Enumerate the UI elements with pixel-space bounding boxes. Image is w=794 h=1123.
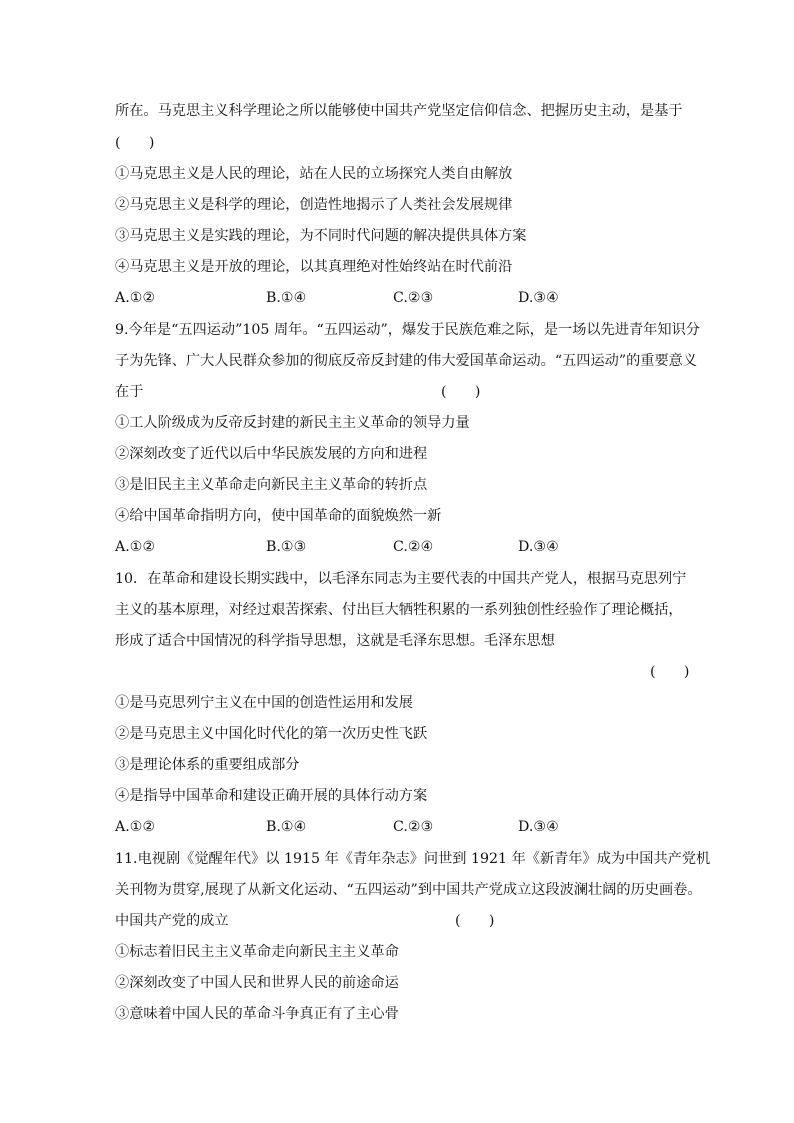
q8-stem-line: 所在。马克思主义科学理论之所以能够使中国共产党坚定信仰信念、把握历史主动，是基于 <box>115 103 683 119</box>
q9-item-2: ②深刻改变了近代以后中华民族发展的方向和进程 <box>115 446 428 462</box>
q9-item-1: ①工人阶级成为反帝反封建的新民主主义革命的领导力量 <box>115 415 470 431</box>
q10-option-b: B.①④ <box>266 819 307 835</box>
q8-item-4: ④马克思主义是开放的理论，以其真理绝对性始终站在时代前沿 <box>115 259 513 275</box>
q9-item-4: ④给中国革命指明方向，使中国革命的面貌焕然一新 <box>115 508 442 524</box>
q8-item-3: ③马克思主义是实践的理论，为不同时代问题的解决提供具体方案 <box>115 228 527 244</box>
q9-option-d: D.③④ <box>518 539 559 555</box>
q10-answer-paren: ( ) <box>650 664 690 680</box>
q9-stem-line-2: 子为先锋、广大人民群众参加的彻底反帝反封建的伟大爱国革命运动。“五四运动”的重要意义 <box>115 353 698 369</box>
q10-option-a: A.①② <box>115 819 156 835</box>
q8-answer-paren: ( ) <box>115 135 155 151</box>
q8-item-2: ②马克思主义是科学的理论，创造性地揭示了人类社会发展规律 <box>115 197 513 213</box>
q9-option-c: C.②④ <box>393 539 434 555</box>
q11-answer-paren: ( ) <box>455 913 495 929</box>
q10-stem-line-2: 主义的基本原理，对经过艰苦探索、付出巨大牺牲积累的一系列独创性经验作了理论概括， <box>115 602 683 618</box>
q8-option-b: B.①④ <box>266 290 307 306</box>
q10-item-2: ②是马克思主义中国化时代化的第一次历史性飞跃 <box>115 726 428 742</box>
q10-option-c: C.②③ <box>393 819 434 835</box>
q8-option-d: D.③④ <box>518 290 559 306</box>
q8-option-c: C.②③ <box>393 290 434 306</box>
q8-item-1: ①马克思主义是人民的理论，站在人民的立场探究人类自由解放 <box>115 166 513 182</box>
q10-item-1: ①是马克思列宁主义在中国的创造性运用和发展 <box>115 695 413 711</box>
q11-item-2: ②深刻改变了中国人民和世界人民的前途命运 <box>115 975 399 991</box>
q9-stem-line-3: 在于 <box>115 384 144 400</box>
q11-item-1: ①标志着旧民主主义革命走向新民主主义革命 <box>115 944 399 960</box>
q9-stem-line-1: 9.今年是“五四运动”105 周年。“五四运动”，爆发于民族危难之际，是一场以先进青年知识分 <box>115 322 700 338</box>
q11-stem-line-2: 关刊物为贯穿,展现了从新文化运动、“五四运动”到中国共产党成立这段波澜壮阔的历史画卷。 <box>115 882 702 898</box>
q9-item-3: ③是旧民主主义革命走向新民主主义革命的转折点 <box>115 477 428 493</box>
q9-answer-paren: ( ) <box>441 384 481 400</box>
q10-item-4: ④是指导中国革命和建设正确开展的具体行动方案 <box>115 788 428 804</box>
q10-stem-line-3: 形成了适合中国情况的科学指导思想，这就是毛泽东思想。毛泽东思想 <box>115 633 555 649</box>
q11-stem-line-3: 中国共产党的成立 <box>115 913 229 929</box>
q10-option-d: D.③④ <box>518 819 559 835</box>
q9-option-a: A.①② <box>115 539 156 555</box>
q10-item-3: ③是理论体系的重要组成部分 <box>115 757 300 773</box>
q11-item-3: ③意味着中国人民的革命斗争真正有了主心骨 <box>115 1006 399 1022</box>
q11-stem-line-1: 11.电视剧《觉醒年代》以 1915 年《青年杂志》问世到 1921 年《新青年》成为中国共产党机 <box>115 851 711 867</box>
q9-option-b: B.①③ <box>266 539 307 555</box>
q8-option-a: A.①② <box>115 290 156 306</box>
q10-stem-line-1: 10．在革命和建设长期实践中，以毛泽东同志为主要代表的中国共产党人，根据马克思列宁 <box>115 571 687 587</box>
